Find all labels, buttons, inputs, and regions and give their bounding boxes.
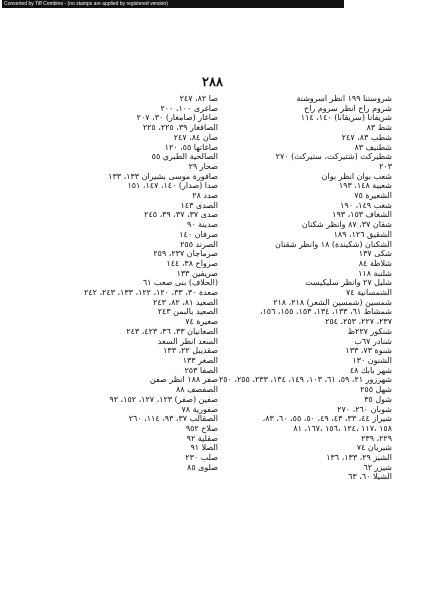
index-entry: الصفا ٢٥٣: [184, 365, 218, 375]
index-entry: الصعيد بالبمن ٢٤٣: [157, 307, 218, 317]
index-entry: ٢٠٣: [379, 161, 392, 171]
index-entry: شهر بابك ٤٨: [349, 365, 392, 375]
index-entry: الصعيد ٨١، ٨٢، ٢٤٣: [153, 297, 218, 307]
index-entry: شيزر ٦٢: [363, 462, 392, 472]
index-entry: شط ٨٣: [366, 123, 392, 133]
index-entry: الصرند ٢٥٥: [180, 239, 218, 249]
index-entry: شنادر ٦٧ب: [354, 336, 392, 346]
index-entry: الصافغار ٣٩، ٢٢٥، ٢٢٥: [142, 123, 218, 133]
index-entry: صلاح ٩٥٢: [185, 423, 218, 433]
index-entry: شمشاط ٦١، ١٣٣، ١٣٤، ١٥٣، ١٥٥، ١٥٦،: [259, 307, 392, 317]
index-entry: الشعيرة ٧٥: [354, 191, 392, 201]
index-entry: شروستنا ١٩٩ انظر اسروشنة: [296, 94, 392, 103]
index-entry: صافورة موسى بشيران ١٣٣، ١٣٣: [108, 171, 218, 181]
index-entry: الصقالب ٣٧، ٩٣، ١١٤، ٢٦٠: [128, 414, 218, 424]
index-entry: شوبان ٢٦٠، ٢٧٠: [337, 404, 392, 414]
index-entry: شنوة ٧٣، ١٣٣: [345, 346, 392, 356]
index-entry: شهل ٢٥٥: [360, 385, 392, 395]
index-entry: ١٥٨ ،١١٧ ،١٢٤ ،١٥٦ ،١٦٧، ٨١: [293, 423, 392, 433]
index-entry: صاغرى ١٠٠، ٢٠٠: [160, 103, 218, 113]
index-entry: الصالحية الطبري ٥٥: [151, 152, 218, 162]
index-entry: صاغاتها ٥٥، ١٢٠: [164, 142, 218, 152]
index-entry: شعب بوان انظر بوان: [321, 171, 392, 181]
index-entry: صرواح ٣٨، ١٤٤: [166, 258, 218, 268]
index-column-left: [58, 94, 218, 472]
index-entry: شعبية ١٤٨، ١٩٣: [338, 181, 392, 191]
watermark-banner: Converted by Tiff Combine - (no stamps are applied by registered version): [2, 0, 344, 8]
index-entry: صدد ٢٨: [192, 191, 218, 201]
index-entry: صلب ٢٣٠: [185, 453, 218, 463]
index-entry: الشيز ٢٩، ١٣٣، ١٣٦: [326, 453, 392, 463]
index-entry: شلنبة ١١٨: [358, 268, 392, 278]
index-entry: صرفان ١٤٠: [179, 229, 218, 239]
index-entry: الشنون ١٣٠: [352, 355, 392, 365]
index-entry: السعد انظر السغد: [157, 336, 218, 346]
index-entry: شلاطة ٨٤: [358, 258, 392, 268]
index-entry: شطب ٨٣، ٢٤٧: [341, 132, 392, 142]
index-entry: صاغار (صامغار) ٣٠، ٢٠٧: [136, 113, 218, 123]
index-entry: صدا (صدار) ١٤٠، ١٤٧، ١٥١: [127, 181, 218, 191]
index-entry: شكى ١٣٧: [358, 249, 392, 259]
index-entry: ٢٣٧، ٢٢٧، ٢٥٣، ٢٥٤: [325, 317, 392, 327]
index-entry: صفورية ٧٨: [181, 404, 218, 414]
index-entry: شطيركث (شتيركث، ستيركث) ٢٧٠: [275, 152, 392, 162]
index-entry: شروم راح انظر سروم راح: [304, 103, 392, 113]
index-entry: الشقيق ١٢٦، ١٨٩: [333, 229, 392, 239]
index-entry: الصدى ١٤٣: [180, 200, 218, 210]
index-column-right: [218, 94, 392, 482]
index-entry: صا ٨٢، ٢٤٧: [179, 94, 218, 103]
index-entry: الصلا ٩١: [190, 443, 218, 453]
index-entry: صفر ١٨٨ انظر صفن: [149, 375, 218, 385]
index-entry: صقديبل ٢٢، ١٣٣: [163, 346, 218, 356]
index-entry: الشكنان (شكيندة) ١٨ وانظر شقنان: [274, 239, 392, 249]
index-entry: الصغر ١٣٣: [182, 355, 218, 365]
index-entry: (الحلاف) بنى صعب ٦١: [142, 278, 218, 288]
index-entry: شقان ٣٧، ٨٧ وانظر شكنان: [301, 220, 392, 230]
index-entry: الصغانيان ٣٣، ٣٦، ٤٢٣، ٢٤٣: [126, 326, 218, 336]
index-entry: شليل ٢٧ وانظر سليكيست: [305, 278, 392, 288]
index-entry: صعدة ٣٠، ٣٣، ١٢٠، ١٢٢، ١٣٣، ٢٤٣، ٢٤٢: [84, 288, 218, 298]
index-entry: صلوى ٨٥: [187, 462, 218, 472]
index-entry: شول ٣٥: [364, 394, 392, 404]
index-entry: صدينة ٩٠: [186, 220, 218, 230]
index-entry: الصفصف ٨٨: [176, 385, 218, 395]
index-entry: صرماجان ٢٣٧، ٢٥٩: [153, 249, 218, 259]
index-entry: صريفين ١٣٣: [176, 268, 218, 278]
index-entry: شغب ١٤٩، ١٩٠: [340, 200, 392, 210]
index-entry: صدى ٣٧، ٣٧، ٣٩، ٢٤٥: [144, 210, 218, 220]
index-entry: صقلية ٩٢: [186, 433, 218, 443]
index-entry: شيراز ٤٤، ٣٣، ٤٣، ٤٩، ٥٠، ٥٥، ٦٠، ٨٣،: [262, 414, 392, 424]
index-entry: شريفانا (سريقانا) ١٤٠، ١١٤: [300, 113, 392, 123]
index-entry: الشمسانية ٧٤: [345, 288, 392, 298]
index-entry: شطنيف ٨٣: [354, 142, 392, 152]
index-entry: شيريان ٧٤: [356, 443, 392, 453]
index-entry: صان ٨٤، ٢٤٧: [173, 132, 218, 142]
index-entry: ٢٢٩، ٢٣٩: [361, 433, 392, 443]
index-entry: صفين (صفر) ١٢٣، ١٢٧، ١٥٢، ٩٢: [109, 394, 218, 404]
index-entry: صغيرة ٧٤: [185, 317, 218, 327]
index-entry: الشغاف ١٥٣، ١٩٣: [332, 210, 392, 220]
index-entry: شهرزور ٢١، ٥٩، ٦١، ١٠٣، ١٤٩، ١٣٤، ٢٣٣، ٢٥٥، ٢٥٠: [218, 375, 392, 385]
index-entry: شمسين (شمسين الشعر) ٢١٨، ٢١٨: [273, 297, 392, 307]
index-entry: صحار ٢٩: [188, 161, 218, 171]
page-number: ٢٨٨: [202, 75, 223, 90]
index-entry: الشيلا ٦٠، ٦٣: [348, 472, 392, 482]
index-entry: شنكور ٢٢٧ظ: [347, 326, 392, 336]
